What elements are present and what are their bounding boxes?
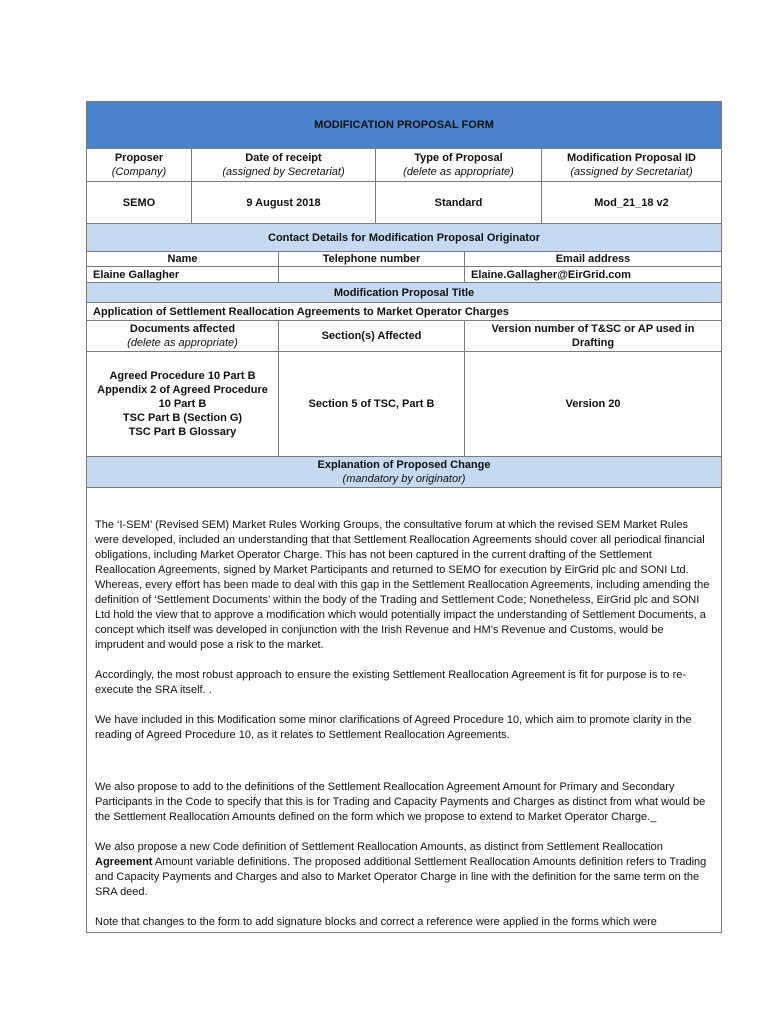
- explanation-paragraph: Accordingly, the most robust approach to ensure the existing Settlement Reallocation Agreement is fit for purpose is to re-execute the SRA itself. .: [95, 669, 687, 696]
- explanation-body: [87, 488, 721, 933]
- explanation-sublabel: (mandatory by originator): [342, 473, 466, 485]
- docs-label: Documents affected: [129, 323, 236, 335]
- proposer-label: Proposer: [114, 152, 164, 164]
- proposer-header: [87, 149, 192, 181]
- explanation-paragraph: We have included in this Modification some minor clarifications of Agreed Procedure 10, which aim to promote clarity in the reading of Agreed Procedure 10, as it relates to Settlement Reallocation Agreements.: [95, 714, 692, 741]
- contact-email: Elaine.Gallagher@EirGrid.com: [471, 268, 631, 281]
- contact-header-row: [87, 252, 721, 267]
- explanation-paragraph: Note that changes to the form to add signature blocks and correct a reference were applied in the forms which were: [87, 915, 721, 933]
- date-value: 9 August 2018: [192, 182, 376, 223]
- type-header: [376, 149, 542, 181]
- docs-header-row: [87, 321, 721, 352]
- version-value: Version 20: [565, 398, 621, 410]
- explanation-paragraph: We also propose to add to the definitions of the Settlement Reallocation Agreement Amount for Primary and Secondary Participants in the Code to specify that this is for Trading and Capacity Payments and Charges as distinct from what would be the Settlement Reallocation Amounts defined on the form which we propose to extend to Market Operator Charge._: [95, 781, 706, 823]
- proposal-values-row: [87, 182, 721, 224]
- doc-item: Appendix 2 of Agreed Procedure 10 Part B: [97, 384, 268, 410]
- date-sublabel: (assigned by Secretariat): [222, 166, 345, 178]
- date-label: Date of receipt: [245, 152, 322, 164]
- mp-title: Application of Settlement Reallocation Agreements to Market Operator Charges: [87, 303, 721, 321]
- id-label: Modification Proposal ID: [567, 152, 696, 164]
- contact-phone: [279, 267, 465, 282]
- sections-header: Section(s) Affected: [279, 321, 465, 351]
- explanation-title: Explanation of Proposed Change: [317, 459, 491, 471]
- id-sublabel: (assigned by Secretariat): [570, 166, 693, 178]
- date-header: [192, 149, 376, 181]
- contact-values-row: [87, 267, 721, 283]
- proposer-sublabel: (Company): [111, 166, 167, 178]
- sections-affected: Section 5 of TSC, Part B: [279, 352, 465, 456]
- docs-sublabel: (delete as appropriate): [127, 337, 238, 349]
- proposal-header-row: [87, 149, 721, 182]
- contact-heading: Contact Details for Modification Proposal Originator: [87, 224, 721, 252]
- docs-header: [87, 321, 279, 351]
- docs-affected-list: [87, 352, 279, 456]
- mp-title-heading: Modification Proposal Title: [87, 283, 721, 303]
- id-header: [542, 149, 721, 181]
- type-label: Type of Proposal: [414, 152, 503, 164]
- explanation-heading: [87, 457, 721, 488]
- name-header: Name: [87, 252, 279, 266]
- paragraph-text: We also propose a new Code definition of Settlement Reallocation Amounts, as distinct from Settlement Reallocation: [95, 841, 663, 853]
- doc-item: TSC Part B Glossary: [128, 426, 237, 438]
- type-sublabel: (delete as appropriate): [403, 166, 514, 178]
- doc-item: Agreed Procedure 10 Part B: [109, 370, 256, 382]
- version-header: Version number of T&SC or AP used in Drafting: [491, 323, 695, 349]
- phone-header: Telephone number: [279, 252, 465, 266]
- doc-item: TSC Part B (Section G): [122, 412, 243, 424]
- type-value: Standard: [376, 182, 542, 223]
- id-value: Mod_21_18 v2: [594, 196, 669, 209]
- email-header: Email address: [555, 253, 631, 265]
- form-title: MODIFICATION PROPOSAL FORM: [87, 101, 721, 149]
- paragraph-bold-text: Agreement: [95, 856, 153, 868]
- explanation-paragraph: The ‘I-SEM’ (Revised SEM) Market Rules Working Groups, the consultative forum at which the revised SEM Market Rules were developed, included an understanding that that Settlement Reallocation Agreements should cover all periodical financial obligations, including Market Operator Charge. This has not been captured in the current drafting of the Settlement Reallocation Agreements, signed by Market Participants and returned to SEMO for execution by EirGrid plc and SONI Ltd. Whereas, every effort has been made to deal with this gap in the Settlement Reallocation Agreements, including amending the definition of ‘Settlement Documents’ within the body of the Trading and Settlement Code; Nonetheless, EirGrid plc and SONI Ltd hold the view that to approve a modification which would potentially impact the understanding of Settlement Documents, a concept which itself was developed in conjunction with the Irish Revenue and HM’s Revenue and Customs, would be imprudent and would pose a risk to the market.: [95, 519, 710, 651]
- explanation-paragraph: [95, 840, 713, 900]
- modification-proposal-form: [86, 101, 722, 933]
- paragraph-text: Amount variable definitions. The proposed additional Settlement Reallocation Amounts definition refers to Trading and Capacity Payments and Charges and also to Market Operator Charge in line with the definition for the same term on the SRA deed.: [95, 856, 707, 898]
- contact-name: Elaine Gallagher: [87, 267, 279, 282]
- proposer-value: SEMO: [87, 182, 192, 223]
- docs-values-row: [87, 352, 721, 457]
